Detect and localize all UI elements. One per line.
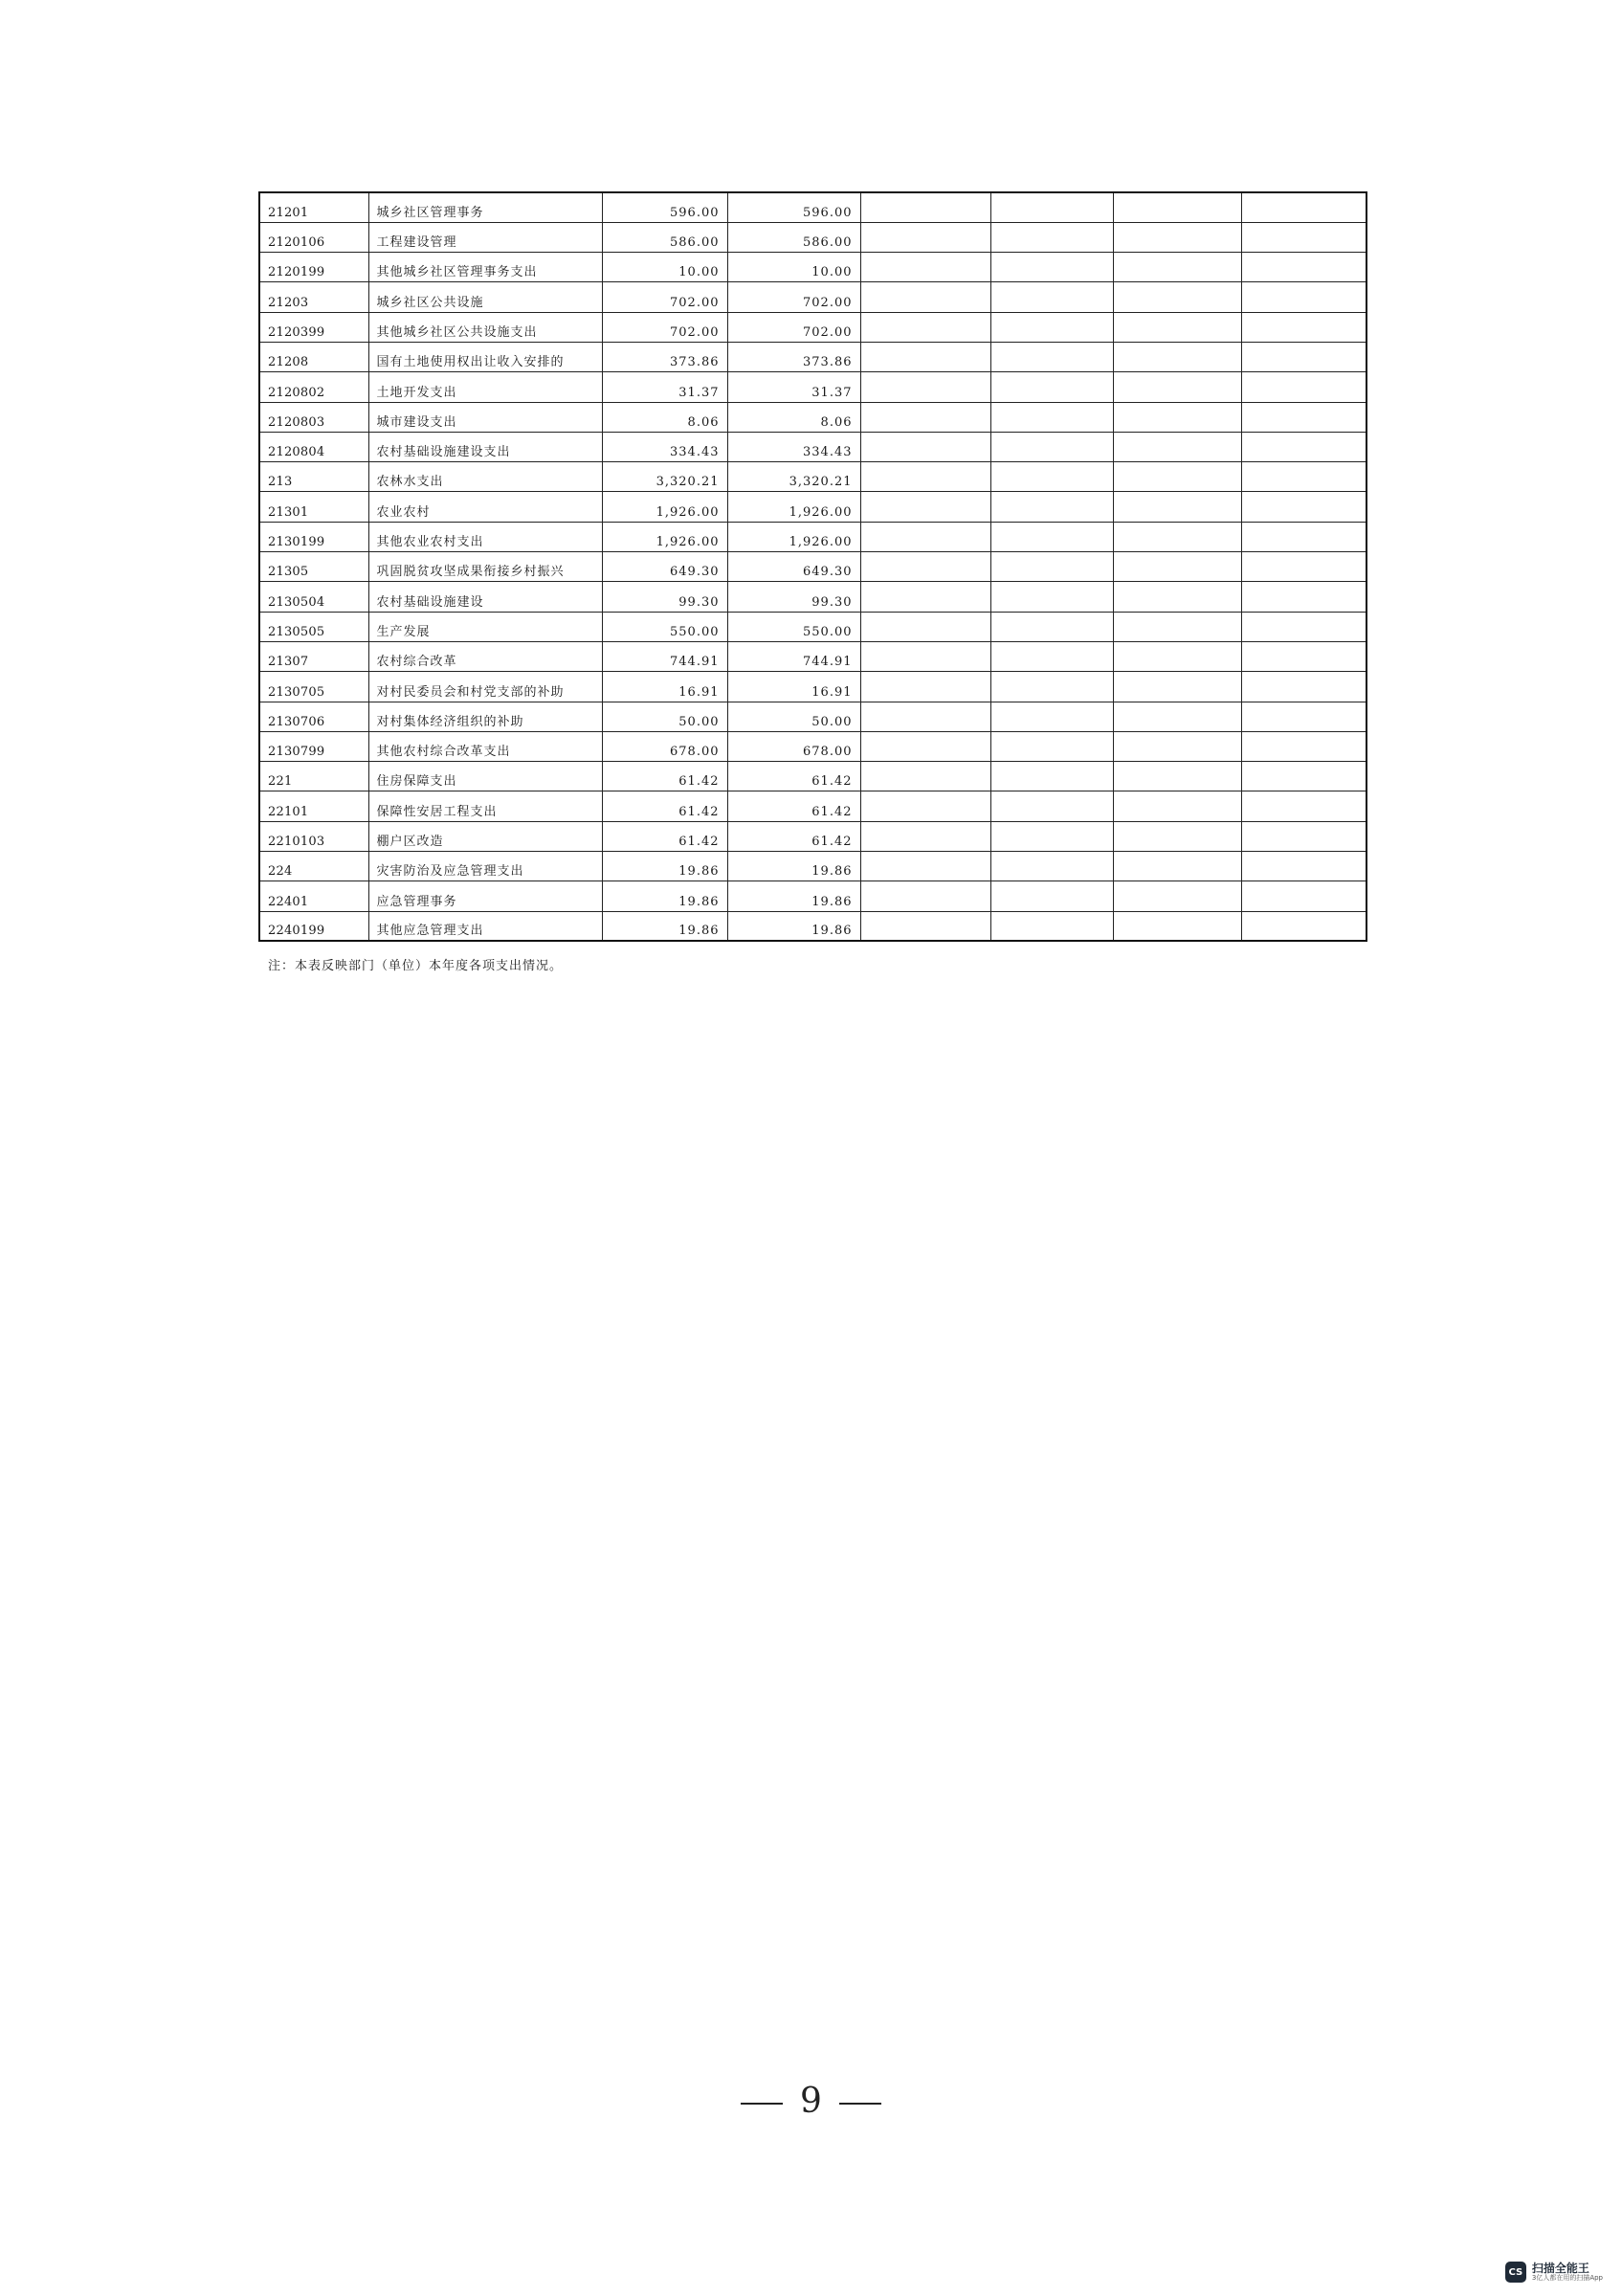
cell-empty — [860, 462, 990, 492]
cell-name: 其他农业农村支出 — [368, 522, 602, 551]
cell-empty — [1113, 911, 1241, 941]
cell-empty — [1113, 702, 1241, 731]
cell-amount-2: 50.00 — [727, 702, 860, 731]
cell-code: 2120399 — [259, 312, 368, 342]
cell-empty — [1241, 791, 1366, 821]
cell-code: 2210103 — [259, 821, 368, 851]
cell-empty — [1113, 312, 1241, 342]
cell-empty — [1113, 852, 1241, 881]
cell-empty — [1241, 342, 1366, 371]
cell-empty — [860, 282, 990, 312]
cell-name: 巩固脱贫攻坚成果衔接乡村振兴 — [368, 552, 602, 582]
cell-amount-2: 1,926.00 — [727, 522, 860, 551]
cell-empty — [860, 672, 990, 702]
table-row — [259, 402, 1366, 432]
cell-amount-2: 1,926.00 — [727, 492, 860, 522]
cell-empty — [860, 702, 990, 731]
cell-empty — [1241, 492, 1366, 522]
cell-amount-1: 31.37 — [602, 372, 727, 402]
table-row — [259, 372, 1366, 402]
cell-empty — [1241, 522, 1366, 551]
cell-code: 2130799 — [259, 731, 368, 761]
table-row — [259, 312, 1366, 342]
cell-amount-2: 16.91 — [727, 672, 860, 702]
cell-empty — [1113, 731, 1241, 761]
cell-empty — [1241, 702, 1366, 731]
table-row — [259, 253, 1366, 282]
cell-empty — [860, 222, 990, 252]
cell-empty — [990, 672, 1113, 702]
cell-amount-2: 19.86 — [727, 852, 860, 881]
cell-amount-1: 61.42 — [602, 791, 727, 821]
table-row — [259, 342, 1366, 371]
cell-empty — [1241, 402, 1366, 432]
cell-amount-1: 19.86 — [602, 852, 727, 881]
cell-empty — [860, 612, 990, 641]
cell-name: 其他城乡社区公共设施支出 — [368, 312, 602, 342]
cell-amount-1: 596.00 — [602, 192, 727, 222]
cell-amount-1: 586.00 — [602, 222, 727, 252]
cell-empty — [990, 522, 1113, 551]
cell-amount-1: 702.00 — [602, 312, 727, 342]
cell-empty — [1241, 762, 1366, 791]
cell-code: 21203 — [259, 282, 368, 312]
scanner-watermark — [1505, 2262, 1603, 2283]
cell-amount-1: 61.42 — [602, 821, 727, 851]
cell-code: 213 — [259, 462, 368, 492]
cell-empty — [990, 192, 1113, 222]
table-row — [259, 612, 1366, 641]
cell-code: 2240199 — [259, 911, 368, 941]
cell-empty — [1113, 342, 1241, 371]
cell-name: 其他应急管理支出 — [368, 911, 602, 941]
cell-empty — [1241, 641, 1366, 671]
cell-empty — [1241, 253, 1366, 282]
cell-empty — [860, 402, 990, 432]
cell-name: 其他农村综合改革支出 — [368, 731, 602, 761]
cell-empty — [860, 762, 990, 791]
table-row — [259, 911, 1366, 941]
expenditure-table — [258, 191, 1367, 942]
cell-amount-2: 649.30 — [727, 552, 860, 582]
cell-empty — [990, 402, 1113, 432]
cell-name: 对村民委员会和村党支部的补助 — [368, 672, 602, 702]
cell-name: 城乡社区管理事务 — [368, 192, 602, 222]
cell-amount-1: 19.86 — [602, 881, 727, 911]
cell-code: 21201 — [259, 192, 368, 222]
cell-empty — [860, 342, 990, 371]
cell-amount-2: 19.86 — [727, 911, 860, 941]
cell-empty — [990, 881, 1113, 911]
cell-name: 其他城乡社区管理事务支出 — [368, 253, 602, 282]
cell-empty — [1113, 462, 1241, 492]
cell-name: 棚户区改造 — [368, 821, 602, 851]
cell-empty — [1113, 672, 1241, 702]
cell-name: 保障性安居工程支出 — [368, 791, 602, 821]
cell-empty — [1241, 312, 1366, 342]
cell-empty — [990, 492, 1113, 522]
cell-empty — [860, 432, 990, 461]
cell-empty — [990, 432, 1113, 461]
cell-empty — [1113, 253, 1241, 282]
cell-empty — [860, 582, 990, 612]
cell-empty — [1113, 522, 1241, 551]
cell-name: 住房保障支出 — [368, 762, 602, 791]
cell-amount-1: 50.00 — [602, 702, 727, 731]
cell-empty — [1241, 222, 1366, 252]
cell-empty — [990, 372, 1113, 402]
cell-amount-2: 31.37 — [727, 372, 860, 402]
cell-amount-1: 550.00 — [602, 612, 727, 641]
table-row — [259, 881, 1366, 911]
cell-code: 2120199 — [259, 253, 368, 282]
table-row — [259, 582, 1366, 612]
cell-amount-2: 678.00 — [727, 731, 860, 761]
table-row — [259, 762, 1366, 791]
cell-name: 农村综合改革 — [368, 641, 602, 671]
cell-code: 2130504 — [259, 582, 368, 612]
cell-empty — [1241, 432, 1366, 461]
cell-amount-1: 649.30 — [602, 552, 727, 582]
table-row — [259, 282, 1366, 312]
cell-empty — [1113, 372, 1241, 402]
cell-name: 农村基础设施建设支出 — [368, 432, 602, 461]
cell-empty — [1241, 672, 1366, 702]
cell-amount-2: 19.86 — [727, 881, 860, 911]
cell-empty — [1113, 222, 1241, 252]
cell-amount-1: 3,320.21 — [602, 462, 727, 492]
cell-empty — [990, 702, 1113, 731]
cell-empty — [1241, 582, 1366, 612]
cell-name: 对村集体经济组织的补助 — [368, 702, 602, 731]
cell-amount-1: 744.91 — [602, 641, 727, 671]
cell-amount-2: 61.42 — [727, 791, 860, 821]
table-row — [259, 821, 1366, 851]
cell-code: 21208 — [259, 342, 368, 371]
cell-code: 2130199 — [259, 522, 368, 551]
cell-code: 21305 — [259, 552, 368, 582]
cell-amount-2: 744.91 — [727, 641, 860, 671]
cell-empty — [990, 552, 1113, 582]
cell-empty — [990, 462, 1113, 492]
cell-empty — [860, 253, 990, 282]
table-row — [259, 702, 1366, 731]
right-dash — [839, 2103, 881, 2105]
table-body — [259, 192, 1366, 941]
cell-code: 224 — [259, 852, 368, 881]
page-footer — [0, 2082, 1622, 2121]
cell-empty — [1241, 731, 1366, 761]
cell-empty — [990, 582, 1113, 612]
cell-name: 农业农村 — [368, 492, 602, 522]
cell-amount-1: 334.43 — [602, 432, 727, 461]
cell-empty — [860, 312, 990, 342]
cell-code: 21307 — [259, 641, 368, 671]
cell-amount-2: 99.30 — [727, 582, 860, 612]
cell-empty — [860, 192, 990, 222]
cell-code: 2120106 — [259, 222, 368, 252]
cell-name: 生产发展 — [368, 612, 602, 641]
cell-amount-1: 1,926.00 — [602, 492, 727, 522]
cell-code: 2120802 — [259, 372, 368, 402]
cell-amount-2: 586.00 — [727, 222, 860, 252]
cell-empty — [860, 791, 990, 821]
cell-empty — [1241, 881, 1366, 911]
cell-amount-2: 596.00 — [727, 192, 860, 222]
cell-name: 城市建设支出 — [368, 402, 602, 432]
cell-empty — [1113, 492, 1241, 522]
cell-amount-1: 702.00 — [602, 282, 727, 312]
cell-empty — [860, 731, 990, 761]
cell-empty — [990, 911, 1113, 941]
table-row — [259, 432, 1366, 461]
table-row — [259, 192, 1366, 222]
cell-amount-1: 16.91 — [602, 672, 727, 702]
cell-amount-2: 373.86 — [727, 342, 860, 371]
cell-code: 21301 — [259, 492, 368, 522]
cell-empty — [1113, 432, 1241, 461]
cell-empty — [860, 821, 990, 851]
cell-name: 农林水支出 — [368, 462, 602, 492]
table-note: 注：本表反映部门（单位）本年度各项支出情况。 — [268, 959, 564, 974]
cell-name: 应急管理事务 — [368, 881, 602, 911]
table-row — [259, 522, 1366, 551]
cell-empty — [990, 282, 1113, 312]
cell-name: 城乡社区公共设施 — [368, 282, 602, 312]
scanner-logo-icon: CS — [1505, 2262, 1526, 2283]
cell-amount-2: 61.42 — [727, 821, 860, 851]
cell-name: 灾害防治及应急管理支出 — [368, 852, 602, 881]
cell-empty — [860, 852, 990, 881]
cell-empty — [990, 222, 1113, 252]
cell-amount-1: 373.86 — [602, 342, 727, 371]
cell-name: 农村基础设施建设 — [368, 582, 602, 612]
expenditure-table-section — [258, 191, 1366, 973]
page-number: 9 — [800, 2082, 822, 2121]
cell-amount-1: 8.06 — [602, 402, 727, 432]
cell-name: 工程建设管理 — [368, 222, 602, 252]
cell-empty — [1241, 612, 1366, 641]
cell-empty — [990, 342, 1113, 371]
cell-code: 22101 — [259, 791, 368, 821]
cell-code: 2120804 — [259, 432, 368, 461]
cell-code: 2130705 — [259, 672, 368, 702]
cell-empty — [1113, 791, 1241, 821]
watermark-title: 扫描全能王 — [1531, 2261, 1589, 2275]
cell-empty — [860, 372, 990, 402]
cell-empty — [990, 762, 1113, 791]
cell-empty — [1241, 372, 1366, 402]
cell-empty — [990, 612, 1113, 641]
left-dash — [741, 2103, 783, 2105]
cell-empty — [1113, 762, 1241, 791]
cell-empty — [860, 641, 990, 671]
cell-empty — [1113, 192, 1241, 222]
cell-code: 2120803 — [259, 402, 368, 432]
cell-empty — [1241, 852, 1366, 881]
cell-code: 2130706 — [259, 702, 368, 731]
watermark-subtitle: 3亿人都在用的扫描App — [1531, 2273, 1603, 2282]
cell-amount-2: 550.00 — [727, 612, 860, 641]
cell-amount-2: 8.06 — [727, 402, 860, 432]
cell-amount-2: 61.42 — [727, 762, 860, 791]
cell-empty — [1241, 821, 1366, 851]
table-row — [259, 552, 1366, 582]
cell-amount-1: 61.42 — [602, 762, 727, 791]
cell-empty — [860, 522, 990, 551]
cell-empty — [1113, 612, 1241, 641]
cell-amount-2: 3,320.21 — [727, 462, 860, 492]
cell-empty — [990, 253, 1113, 282]
table-row — [259, 641, 1366, 671]
table-row — [259, 731, 1366, 761]
cell-empty — [1241, 462, 1366, 492]
cell-name: 土地开发支出 — [368, 372, 602, 402]
cell-code: 22401 — [259, 881, 368, 911]
cell-empty — [1113, 821, 1241, 851]
table-row — [259, 462, 1366, 492]
cell-empty — [1241, 282, 1366, 312]
cell-empty — [990, 312, 1113, 342]
watermark-text — [1532, 2263, 1603, 2283]
cell-empty — [1113, 641, 1241, 671]
cell-empty — [1113, 582, 1241, 612]
cell-amount-1: 1,926.00 — [602, 522, 727, 551]
cell-amount-1: 99.30 — [602, 582, 727, 612]
table-row — [259, 492, 1366, 522]
table-row — [259, 222, 1366, 252]
cell-name: 国有土地使用权出让收入安排的 — [368, 342, 602, 371]
cell-empty — [860, 911, 990, 941]
cell-empty — [1241, 911, 1366, 941]
cell-code: 2130505 — [259, 612, 368, 641]
table-row — [259, 672, 1366, 702]
cell-empty — [1113, 552, 1241, 582]
cell-code: 221 — [259, 762, 368, 791]
cell-amount-1: 678.00 — [602, 731, 727, 761]
cell-empty — [1241, 192, 1366, 222]
cell-empty — [1241, 552, 1366, 582]
cell-empty — [1113, 402, 1241, 432]
cell-empty — [990, 791, 1113, 821]
table-row — [259, 791, 1366, 821]
cell-amount-2: 702.00 — [727, 282, 860, 312]
cell-amount-1: 10.00 — [602, 253, 727, 282]
cell-empty — [1113, 282, 1241, 312]
cell-empty — [990, 852, 1113, 881]
cell-empty — [860, 492, 990, 522]
cell-empty — [990, 731, 1113, 761]
cell-amount-2: 702.00 — [727, 312, 860, 342]
cell-amount-1: 19.86 — [602, 911, 727, 941]
cell-empty — [1113, 881, 1241, 911]
cell-amount-2: 10.00 — [727, 253, 860, 282]
cell-empty — [860, 881, 990, 911]
cell-empty — [990, 821, 1113, 851]
table-row — [259, 852, 1366, 881]
cell-empty — [990, 641, 1113, 671]
cell-empty — [860, 552, 990, 582]
cell-amount-2: 334.43 — [727, 432, 860, 461]
